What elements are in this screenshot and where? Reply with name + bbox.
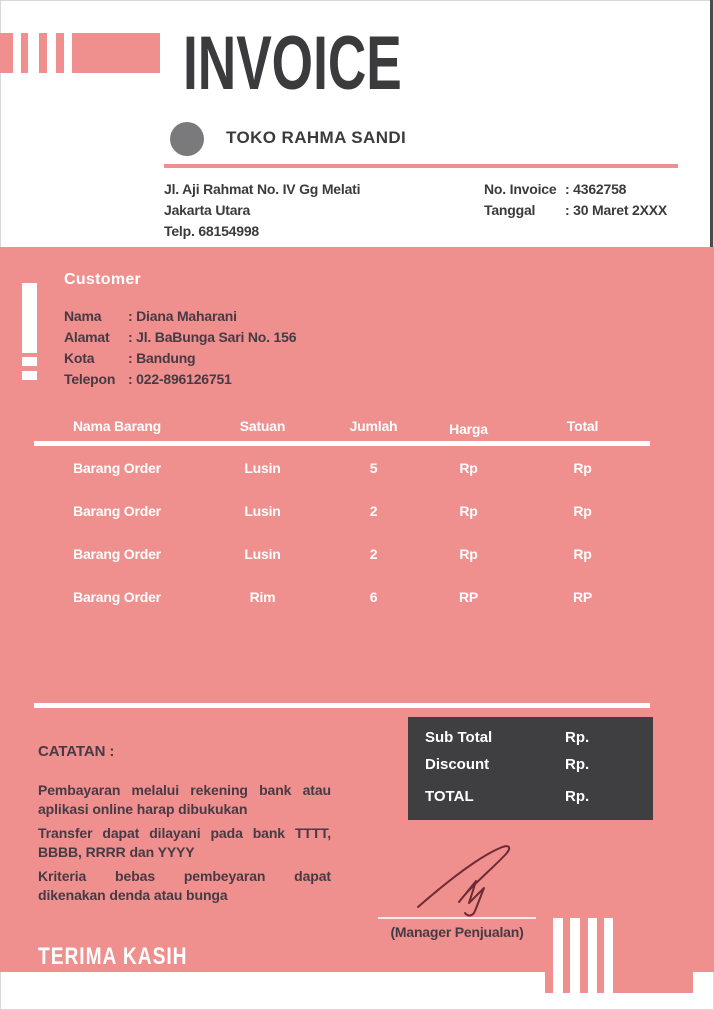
cell-item-name: Barang Order bbox=[73, 545, 161, 562]
invoice-number-value: : 4362758 bbox=[565, 181, 627, 197]
col-header-total: Total bbox=[566, 418, 599, 434]
totals-divider-rule bbox=[34, 703, 650, 708]
cell-unit: Rim bbox=[249, 588, 276, 605]
discount-value: Rp. bbox=[565, 756, 590, 773]
notes-heading: CATATAN : bbox=[38, 743, 115, 760]
note-item bbox=[38, 781, 331, 818]
cell-item-name: Barang Order bbox=[73, 588, 161, 605]
note-line: Transfer dapat dilayani pada bank TTTT, bbox=[38, 825, 331, 841]
cell-total: RP bbox=[572, 588, 593, 605]
deco-edge-line bbox=[710, 0, 713, 247]
customer-field-row bbox=[64, 347, 296, 368]
cell-item-name: Barang Order bbox=[73, 502, 161, 519]
note-line: Pembayaran melalui rekening bank atau bbox=[38, 782, 331, 798]
header-divider bbox=[164, 164, 678, 168]
cell-price: Rp bbox=[459, 502, 478, 519]
table-row bbox=[34, 575, 650, 618]
thank-you-text: TERIMA KASIH bbox=[38, 943, 188, 970]
subtotal-row bbox=[425, 729, 635, 746]
store-address bbox=[164, 179, 360, 242]
deco-rect-icon bbox=[545, 972, 693, 993]
store-phone: Telp. 68154998 bbox=[164, 223, 260, 239]
signature-scribble-icon bbox=[412, 843, 522, 918]
signature-caption: (Manager Penjualan) bbox=[390, 924, 524, 940]
store-logo-icon bbox=[170, 122, 204, 156]
deco-bar-icon bbox=[570, 918, 580, 993]
table-row bbox=[34, 446, 650, 489]
deco-bar-icon bbox=[22, 357, 37, 366]
deco-rect-icon bbox=[72, 33, 160, 73]
total-row bbox=[425, 788, 635, 805]
deco-bar-icon bbox=[56, 33, 64, 73]
signature-rule bbox=[378, 917, 536, 919]
table-header-row bbox=[34, 411, 650, 441]
subtotal-value: Rp. bbox=[565, 729, 590, 746]
deco-bar-icon bbox=[604, 918, 613, 993]
invoice-date-value: : 30 Maret 2XXX bbox=[565, 202, 668, 218]
customer-city-value: : Bandung bbox=[128, 349, 196, 366]
deco-bar-icon bbox=[22, 283, 37, 353]
deco-bar-icon bbox=[0, 33, 13, 73]
page-title: INVOICE bbox=[183, 21, 402, 106]
cell-unit: Lusin bbox=[244, 459, 281, 476]
col-header-jumlah: Jumlah bbox=[349, 418, 398, 434]
items-table bbox=[34, 411, 650, 441]
total-label: TOTAL bbox=[425, 788, 474, 805]
customer-phone-label: Telepon bbox=[64, 370, 116, 387]
customer-field-row bbox=[64, 305, 296, 326]
customer-name-value: : Diana Maharani bbox=[128, 307, 237, 324]
items-table-body bbox=[34, 446, 650, 618]
customer-phone-value: : 022-896126751 bbox=[128, 370, 232, 387]
cell-qty: 5 bbox=[369, 459, 378, 476]
customer-address-label: Alamat bbox=[64, 328, 110, 345]
cell-total: Rp bbox=[573, 459, 592, 476]
cell-qty: 6 bbox=[369, 588, 378, 605]
note-line: BBBB, RRRR dan YYYY bbox=[38, 843, 195, 860]
table-row bbox=[34, 532, 650, 575]
store-address-line2: Jakarta Utara bbox=[164, 202, 251, 218]
deco-bar-icon bbox=[588, 918, 597, 993]
cell-unit: Lusin bbox=[244, 545, 281, 562]
store-address-line1: Jl. Aji Rahmat No. IV Gg Melati bbox=[164, 181, 361, 197]
customer-city-label: Kota bbox=[64, 349, 95, 366]
cell-price: RP bbox=[458, 588, 479, 605]
cell-qty: 2 bbox=[369, 502, 378, 519]
totals-box bbox=[408, 717, 653, 820]
invoice-number-label: No. Invoice bbox=[484, 181, 557, 197]
cell-price: Rp bbox=[459, 459, 478, 476]
notes-section bbox=[38, 743, 331, 910]
col-header-nama-barang: Nama Barang bbox=[72, 418, 162, 434]
customer-fields bbox=[64, 305, 296, 389]
store-name: TOKO RAHMA SANDI bbox=[226, 128, 407, 147]
deco-bar-icon bbox=[22, 371, 37, 380]
subtotal-label: Sub Total bbox=[425, 729, 493, 746]
cell-price: Rp bbox=[459, 545, 478, 562]
customer-heading: Customer bbox=[64, 271, 142, 288]
table-row bbox=[34, 489, 650, 532]
note-item bbox=[38, 867, 331, 904]
cell-qty: 2 bbox=[369, 545, 378, 562]
total-value: Rp. bbox=[565, 788, 590, 805]
col-header-harga: Harga bbox=[449, 421, 488, 437]
invoice-meta bbox=[484, 179, 667, 221]
cell-unit: Lusin bbox=[244, 502, 281, 519]
customer-field-row bbox=[64, 368, 296, 389]
note-line: aplikasi online harap dibukukan bbox=[38, 800, 248, 817]
invoice-date-label: Tanggal bbox=[484, 202, 536, 218]
discount-label: Discount bbox=[425, 756, 490, 773]
cell-total: Rp bbox=[573, 502, 592, 519]
col-header-satuan: Satuan bbox=[239, 418, 286, 434]
deco-bar-icon bbox=[21, 33, 28, 73]
deco-bar-icon bbox=[39, 33, 47, 73]
customer-field-row bbox=[64, 326, 296, 347]
customer-name-label: Nama bbox=[64, 307, 102, 324]
customer-address-value: : Jl. BaBunga Sari No. 156 bbox=[128, 328, 297, 345]
deco-bar-icon bbox=[553, 918, 563, 993]
note-item bbox=[38, 824, 331, 861]
note-line: dikenakan denda atau bunga bbox=[38, 886, 228, 903]
cell-item-name: Barang Order bbox=[73, 459, 161, 476]
cell-total: Rp bbox=[573, 545, 592, 562]
note-line: Kriteria bebas pembeyaran dapat bbox=[38, 868, 331, 884]
discount-row bbox=[425, 756, 635, 773]
